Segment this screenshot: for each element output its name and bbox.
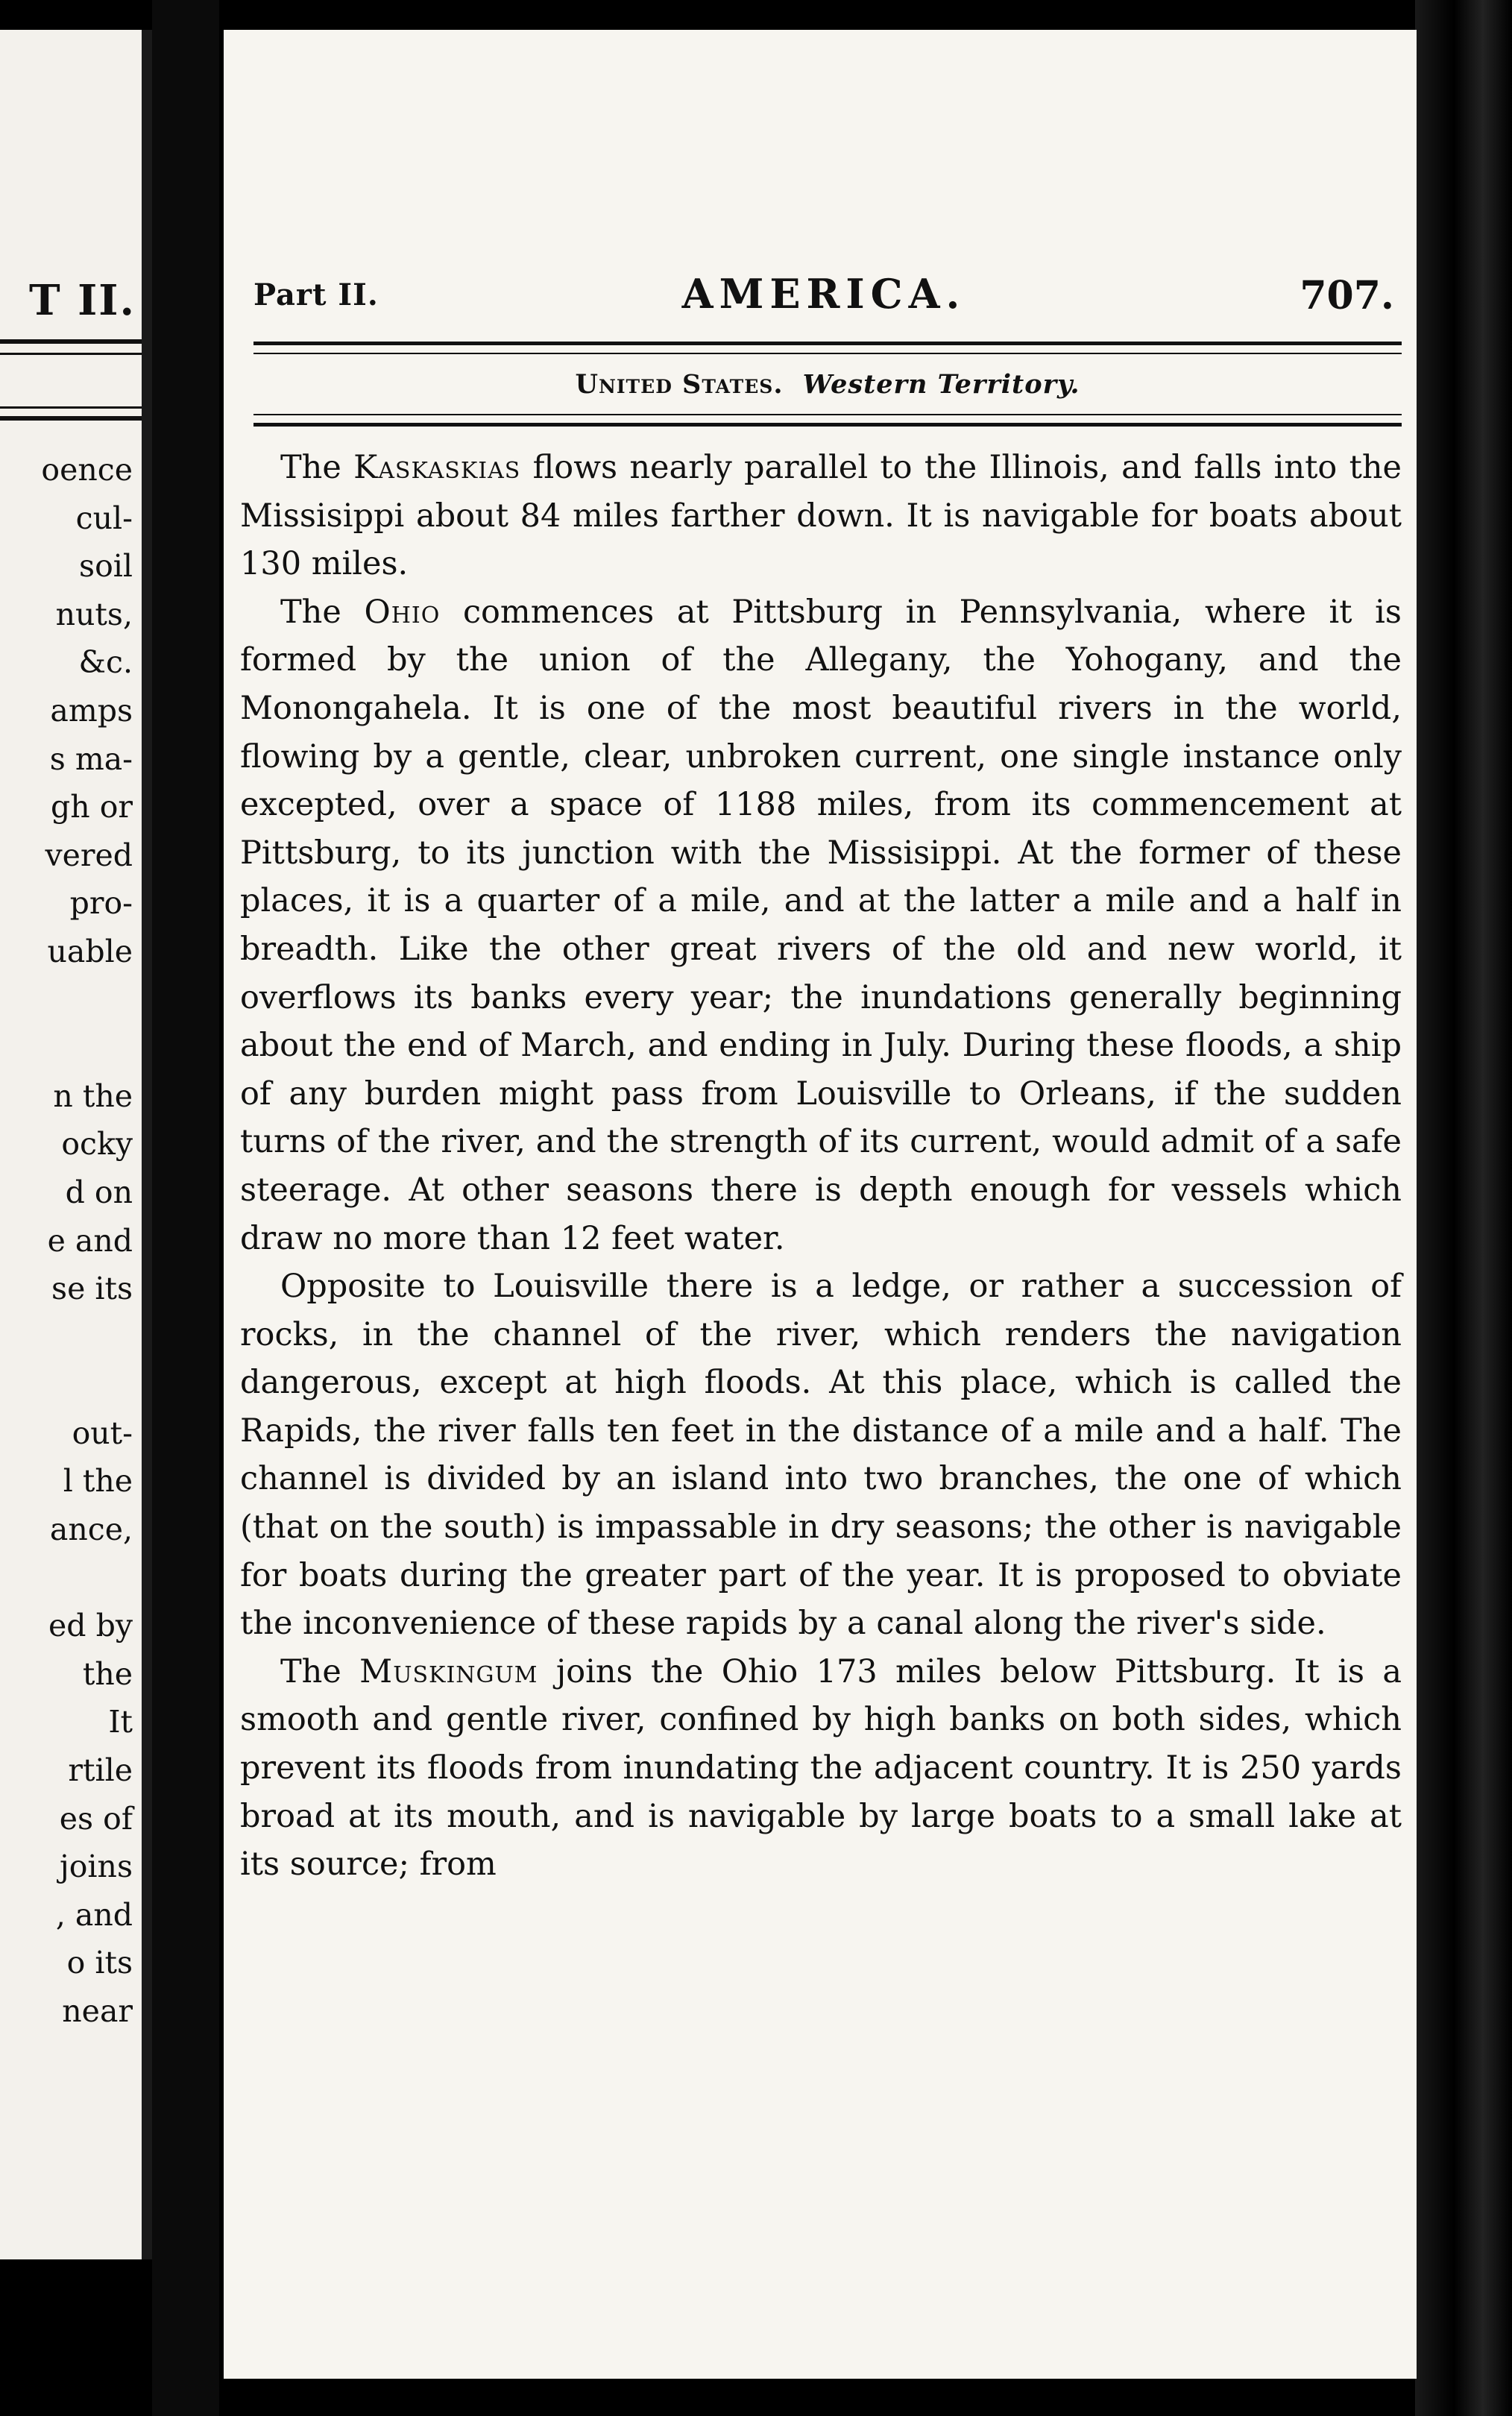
fragment-line: the <box>82 1655 133 1692</box>
fragment-line: ocky <box>61 1126 133 1163</box>
fragment-line: cul- <box>75 500 133 536</box>
paragraph-text: joins the Ohio 173 miles below Pittsburg. It is a smooth and gentle river, confined by high banks on both sides, which prevent its floods from inundating the adjacent country. It is 250 yards broad at its mouth, and is navigable by large boats to a small lake at its source; from <box>240 1652 1402 1884</box>
part-label: Part II. <box>253 277 379 312</box>
page-number: 707. <box>1300 273 1394 318</box>
book-edge <box>1415 0 1512 2416</box>
fragment-line: s ma- <box>49 740 133 777</box>
river-name-kaskaskias: Kaskaskias <box>353 449 521 486</box>
fragment-line: gh or <box>51 789 133 825</box>
paragraph-louisville-rapids <box>240 1262 1402 1648</box>
facing-page <box>0 30 152 2259</box>
fragment-line: ed by <box>48 1608 133 1644</box>
main-page <box>224 30 1417 2379</box>
paragraph-text: flows nearly parallel to the Illinois, and falls into the Missisippi about 84 miles farther down. It is navigable for boats about 130 miles. <box>240 449 1402 583</box>
fragment-line: It <box>108 1704 133 1740</box>
fragment-line: e and <box>47 1222 133 1259</box>
fragment-line: &c. <box>78 644 133 681</box>
fragment-line <box>0 976 133 1025</box>
facing-page-rule-top <box>0 339 142 355</box>
fragment-line <box>0 1313 133 1362</box>
fragment-line: ance, <box>49 1511 133 1548</box>
fragment-line: es of <box>59 1800 133 1837</box>
fragment-line: amps <box>50 692 133 729</box>
fragment-line <box>0 1024 133 1072</box>
fragment-line: soil <box>79 548 133 585</box>
paragraph-lead: The <box>280 593 365 631</box>
header-rule-bottom <box>253 414 1402 427</box>
book-gutter <box>152 0 219 2416</box>
river-name-ohio: Ohio <box>364 593 441 631</box>
fragment-line: , and <box>55 1896 133 1933</box>
header-rule-top <box>253 342 1402 354</box>
paragraph-lead: The <box>280 1652 360 1690</box>
fragment-line: joins <box>60 1849 133 1885</box>
fragment-line <box>0 1361 133 1409</box>
fragment-line: l the <box>63 1463 133 1500</box>
paragraph-text: commences at Pittsburg in Pennsylvania, where it is formed by the union of the Allegany, the Yohogany, and the Monongahela. It is one of the most beautiful rivers in the world, flowing by a gentle, clear, unbroken current, one single instance only excepted, over a space of 1188 miles, from its commencement at Pittsburg, to its junction with the Missisippi. At the former of these places, it is a quarter of a mile, and at the latter a mile and a half in breadth. Like the other great rivers of the old and new world, it overflows its banks every year; the inundations generally beginning about the end of March, and ending in July. During these floods, a ship of any burden might pass from Louisville to Orleans, if the sudden turns of the river, and the strength of its current, would admit of a safe steerage. At other seasons there is depth enough for vessels which draw no more than 12 feet water. <box>240 593 1402 1257</box>
paragraph-ohio <box>240 588 1402 1262</box>
fragment-line: n the <box>53 1078 133 1114</box>
running-head <box>253 246 1394 328</box>
country-label: United States. <box>575 369 784 400</box>
fragment-line: rtile <box>68 1752 133 1789</box>
paragraph-lead: The <box>280 449 354 486</box>
paragraph-kaskaskias <box>240 444 1402 588</box>
fragment-line: near <box>62 1993 133 2029</box>
body-text <box>240 444 1402 1889</box>
paragraph-muskingum <box>240 1648 1402 1889</box>
facing-page-rule-bottom <box>0 406 142 421</box>
fragment-line: nuts, <box>55 596 133 632</box>
fragment-line: vered <box>45 837 133 873</box>
section-subheading <box>253 369 1402 400</box>
fragment-line: oence <box>41 452 133 488</box>
page-title: AMERICA. <box>681 270 966 318</box>
fragment-line: o its <box>66 1945 133 1981</box>
river-name-muskingum: Muskingum <box>359 1652 538 1690</box>
territory-label: Western Territory. <box>802 369 1080 400</box>
fragment-line: d on <box>65 1174 133 1210</box>
fragment-line: uable <box>47 933 133 969</box>
fragment-line: se its <box>51 1271 133 1307</box>
fragment-line: pro- <box>69 885 133 922</box>
fragment-line <box>0 1554 133 1602</box>
paragraph-text: Opposite to Louisville there is a ledge, or rather a succession of rocks, in the channel of the river, which renders the navigation dangerous, except at high floods. At this place, which is called the Rapids, the river falls ten feet in the distance of a mile and a half. The channel is divided by an island into two branches, the one of which (that on the south) is impassable in dry seasons; the other is navigable for boats during the greater part of the year. It is proposed to obviate the inconvenience of these rapids by a canal along the river's side. <box>240 1268 1402 1643</box>
facing-page-running-head: T II. <box>28 276 136 325</box>
fragment-line: out- <box>72 1415 133 1451</box>
facing-page-line-fragments <box>0 446 133 2036</box>
